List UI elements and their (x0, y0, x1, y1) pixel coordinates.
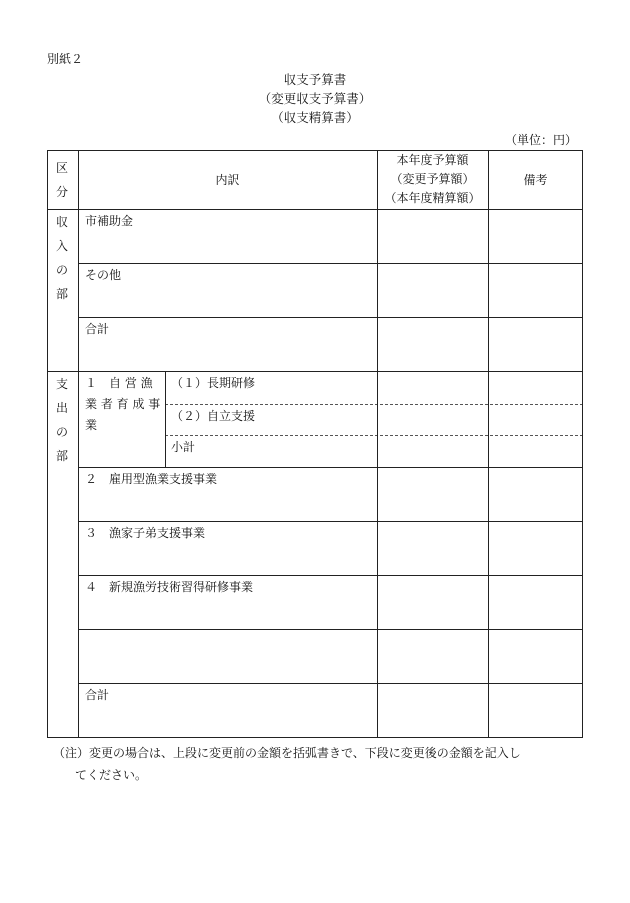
column-divider (78, 150, 79, 738)
expense-row-new-skills-training: ４ 新規漁労技術習得研修事業 (85, 580, 254, 594)
header-biko: 備考 (523, 173, 548, 187)
table-border-top (47, 150, 583, 151)
table-header-divider (47, 209, 583, 210)
table-border-left (47, 150, 48, 738)
footnote-line2: てください。 (75, 768, 148, 782)
table-border-right (582, 150, 583, 738)
row-divider (78, 521, 583, 522)
expense-row-total: 合計 (85, 688, 110, 702)
expense-section-label: 支出の部 (55, 377, 68, 463)
document-subtitle-revised: （変更収支予算書） (258, 91, 372, 106)
expense-subrow-long-training: （１）長期研修 (171, 376, 256, 390)
expense-subrow-subtotal: 小計 (171, 440, 196, 454)
column-divider (377, 150, 378, 738)
header-amount-line3: （本年度精算額） (384, 191, 481, 205)
expense-row-family-support: ３ 漁家子弟支援事業 (85, 526, 206, 540)
unit-label: （単位：円） (504, 133, 577, 147)
income-row-city-subsidy: 市補助金 (85, 214, 134, 228)
document-subtitle-settlement: （収支精算書） (271, 110, 359, 125)
attachment-label: 別紙２ (47, 52, 84, 66)
income-row-other: その他 (85, 268, 122, 282)
subrow-dashed-divider (165, 404, 583, 405)
subrow-dashed-divider (165, 435, 583, 436)
header-amount-line1: 本年度予算額 (396, 153, 469, 167)
column-divider (165, 371, 166, 467)
income-section-label: 収入の部 (55, 215, 68, 301)
row-divider (78, 317, 583, 318)
expense-project1-label-line2: 業 者 育 成 事 (85, 397, 161, 411)
header-kubun: 区分 (55, 161, 68, 199)
row-divider (78, 575, 583, 576)
header-uchiwake: 内訳 (215, 173, 240, 187)
row-divider (78, 467, 583, 468)
income-row-total: 合計 (85, 322, 110, 336)
row-divider (78, 629, 583, 630)
column-divider (488, 150, 489, 738)
footnote-line1: （注）変更の場合は、上段に変更前の金額を括弧書きで、下段に変更後の金額を記入し (53, 746, 521, 760)
footnote (53, 742, 593, 786)
document-title: 収支予算書 (283, 72, 347, 87)
expense-project1-label-line1: １ 自 営 漁 (85, 376, 153, 390)
row-divider (78, 263, 583, 264)
expense-subrow-self-support: （２）自立支援 (171, 409, 256, 423)
expense-row-employment-support: ２ 雇用型漁業支援事業 (85, 472, 218, 486)
row-divider (78, 683, 583, 684)
section-divider (47, 371, 583, 372)
budget-table (47, 150, 583, 738)
table-border-bottom (47, 737, 583, 738)
header-amount-line2: （変更予算額） (390, 172, 475, 186)
expense-project1-label-line3: 業 (85, 418, 98, 432)
